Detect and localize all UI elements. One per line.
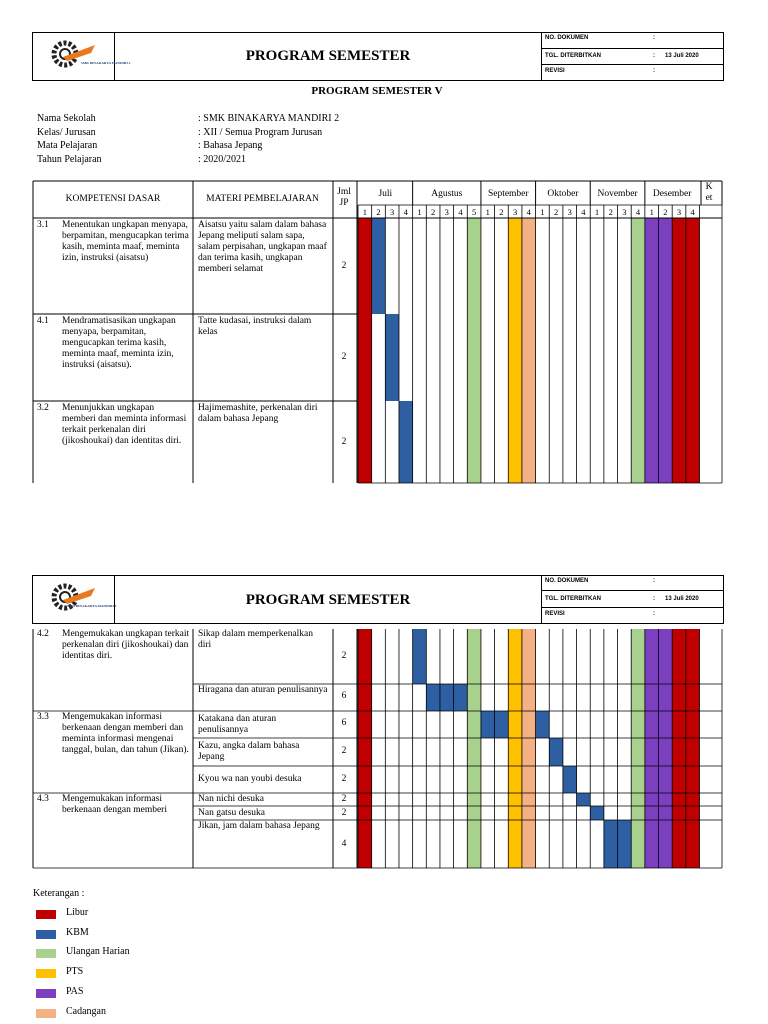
week-number: 1 — [649, 207, 654, 217]
info-row — [37, 153, 437, 167]
schedule-cell — [686, 629, 700, 868]
kbm-cell — [413, 629, 427, 684]
meta-colon: : — [653, 611, 655, 617]
jp-value: 2 — [341, 808, 347, 818]
materi-text: Tatte kudasai, instruksi dalam kelas — [198, 316, 312, 337]
materi-text: Kazu, angka dalam bahasa Jepang — [198, 741, 300, 762]
schedule-cell — [659, 218, 673, 483]
schedule-cell — [645, 218, 659, 483]
week-number: 1 — [540, 207, 545, 217]
materi-text: Sikap dalam memperkenalkan diri — [198, 629, 314, 650]
week-number: 4 — [581, 207, 586, 217]
document-header-page2 — [32, 575, 724, 624]
meta-row-no-dokumen — [542, 33, 723, 49]
schedule-cell — [672, 218, 686, 483]
kd-number: 3.2 — [37, 403, 49, 413]
info-row — [37, 112, 437, 126]
page-title: PROGRAM SEMESTER — [245, 592, 411, 608]
week-number: 3 — [512, 207, 518, 217]
kd-text: Menentukan ungkapan menyapa, berpamitan, mengucapkan terima kasih, meminta maaf, meminta izin, instruksi (aisatsu) — [62, 220, 189, 263]
month-label: Desember — [652, 189, 692, 199]
legend-label: PAS — [66, 985, 84, 997]
legend-label: PTS — [66, 966, 84, 978]
kbm-cell — [577, 793, 591, 806]
kd-text: Menunjukkan ungkapan memberi dan meminta informasi terkait perkenalan diri (jikoshoukai) dan identitas diri. — [62, 403, 187, 446]
jp-value: 2 — [341, 437, 347, 447]
legend-swatch — [36, 949, 56, 958]
week-number: 3 — [390, 207, 395, 217]
legend-swatch — [36, 1009, 56, 1018]
logo-text: SMK BINAKARYA MANDIRI 2 — [81, 61, 131, 65]
week-number: 2 — [376, 207, 381, 217]
kd-number: 4.1 — [37, 316, 49, 326]
meta-row-revisi — [542, 608, 723, 623]
page-title: PROGRAM SEMESTER — [245, 48, 411, 64]
legend-label: Ulangan Harian — [66, 946, 130, 958]
jp-value: 4 — [341, 839, 347, 849]
school-logo — [33, 33, 131, 80]
schedule-cell — [631, 218, 645, 483]
month-label: Juli — [378, 189, 393, 199]
jp-value: 2 — [341, 261, 347, 271]
jp-value: 2 — [341, 746, 347, 756]
info-label: Kelas/ Jurusan — [37, 126, 96, 138]
kd-text: Mengemukakan ungkapan terkait perkenalan diri (jikoshoukai) dan identitas diri. — [62, 629, 190, 661]
month-label: Agustus — [431, 189, 463, 199]
legend-swatch — [36, 989, 56, 998]
kbm-cell — [426, 684, 440, 711]
meta-label: REVISI — [545, 68, 565, 74]
kbm-cell — [604, 820, 618, 868]
kbm-cell — [536, 711, 550, 738]
schedule-cell — [467, 218, 481, 483]
info-row — [37, 126, 437, 140]
jp-value: 6 — [341, 718, 347, 728]
week-number: 5 — [471, 207, 477, 217]
meta-label: NO. DOKUMEN — [545, 35, 589, 41]
meta-colon: : — [653, 578, 655, 584]
legend-label: Libur — [66, 907, 89, 918]
kbm-cell — [549, 738, 563, 766]
legend-label: KBM — [66, 926, 89, 938]
meta-label: NO. DOKUMEN — [545, 578, 589, 584]
week-number: 2 — [499, 207, 504, 217]
kd-number: 3.1 — [37, 220, 49, 230]
meta-value: 13 Juli 2020 — [665, 596, 699, 602]
week-number: 2 — [431, 207, 436, 217]
meta-label: TGL. DITERBITKAN — [545, 53, 601, 59]
week-number: 1 — [417, 207, 422, 217]
logo-text: SMK BINAKARYA MANDIRI 2 — [67, 604, 117, 608]
kbm-cell — [399, 401, 413, 483]
schedule-cell — [467, 629, 481, 868]
document-meta-table — [541, 33, 723, 80]
meta-row-no-dokumen — [542, 576, 723, 591]
week-number: 2 — [608, 207, 613, 217]
schedule-cell — [631, 629, 645, 868]
schedule-cell — [358, 218, 372, 483]
materi-text: Nan nichi desuka — [198, 794, 264, 804]
gear-logo-icon — [33, 33, 131, 80]
kbm-cell — [495, 711, 509, 738]
week-number: 4 — [458, 207, 463, 217]
schedule-cell — [522, 218, 536, 483]
week-number: 2 — [553, 207, 559, 217]
kd-text: Mendramatisasikan ungkapan menyapa, berpamitan, mengucapkan terima kasih, meminta maaf, meminta izin, instruksi (aisatsu). — [62, 316, 176, 370]
legend-label: Cadangan — [66, 1005, 106, 1017]
kbm-cell — [440, 684, 454, 711]
month-label: November — [597, 189, 638, 199]
legend-swatch — [36, 930, 56, 939]
header-ket: K et — [705, 182, 713, 203]
meta-value: 13 Juli 2020 — [665, 53, 699, 59]
meta-colon: : — [653, 68, 655, 74]
kbm-cell — [372, 218, 386, 314]
kbm-cell — [385, 314, 399, 401]
week-number: 3 — [567, 207, 572, 217]
info-value: : Bahasa Jepang — [198, 140, 263, 152]
week-number: 3 — [676, 207, 682, 217]
meta-colon: : — [653, 53, 655, 59]
gear-logo-icon — [33, 576, 115, 623]
month-label: September — [487, 189, 529, 199]
week-number: 3 — [622, 207, 627, 217]
semester-subtitle: PROGRAM SEMESTER V — [311, 85, 443, 97]
jp-value: 2 — [341, 774, 347, 784]
meta-colon: : — [653, 35, 655, 41]
meta-label: TGL. DITERBITKAN — [545, 596, 601, 602]
meta-row-tgl-diterbitkan — [542, 49, 723, 65]
week-number: 4 — [635, 207, 641, 217]
info-value: : SMK BINAKARYA MANDIRI 2 — [198, 113, 340, 124]
schedule-cell — [358, 629, 372, 868]
info-label: Nama Sekolah — [37, 113, 96, 124]
schedule-cell — [686, 218, 700, 483]
kbm-cell — [618, 820, 632, 868]
schedule-cell — [522, 629, 536, 868]
materi-text: Kyou wa nan youbi desuka — [198, 774, 302, 784]
week-number: 4 — [403, 207, 408, 217]
materi-text: Katakana dan aturan penulisannya — [198, 714, 277, 735]
materi-text: Hiragana dan aturan penulisannya — [198, 685, 328, 695]
kbm-cell — [590, 806, 604, 820]
header-kompetensi-dasar: KOMPETENSI DASAR — [65, 194, 161, 204]
kd-number: 4.3 — [37, 794, 49, 804]
week-number: 1 — [485, 207, 490, 217]
document-meta-table — [541, 576, 723, 623]
header-materi: MATERI PEMBELAJARAN — [206, 194, 319, 204]
schedule-cell — [645, 629, 659, 868]
schedule-cell — [659, 629, 673, 868]
jp-value: 2 — [341, 794, 347, 804]
kd-number: 4.2 — [37, 629, 49, 639]
schedule-cell — [672, 629, 686, 868]
kbm-cell — [454, 684, 468, 711]
materi-text: Aisatsu yaitu salam dalam bahasa Jepang meliputi salam sapa, salam perpisahan, ungkapan maaf dan terima kasih, ungkapan memberi selamat — [198, 220, 327, 274]
week-number: 4 — [690, 207, 695, 217]
meta-row-tgl-diterbitkan — [542, 591, 723, 608]
week-number: 1 — [362, 207, 367, 217]
school-logo — [33, 576, 115, 623]
schedule-cell — [508, 218, 522, 483]
week-number: 3 — [444, 207, 449, 217]
kd-text: Mengemukakan informasi berkenaan dengan memberi dan meminta informasi mengenai tanggal, bulan, dan tahun (Jikan). — [62, 712, 189, 755]
meta-colon: : — [653, 596, 655, 602]
meta-row-revisi — [542, 65, 723, 80]
meta-label: REVISI — [545, 611, 565, 617]
schedule-cell — [508, 629, 522, 868]
info-row — [37, 139, 437, 153]
legend-title: Keterangan : — [33, 888, 85, 899]
week-number: 4 — [526, 207, 531, 217]
materi-text: Nan gatsu desuka — [198, 808, 266, 818]
legend-swatch — [36, 969, 56, 978]
week-number: 2 — [663, 207, 668, 217]
jp-value: 2 — [341, 352, 347, 362]
kbm-cell — [563, 766, 577, 793]
info-value: : 2020/2021 — [198, 153, 247, 165]
info-label: Tahun Pelajaran — [37, 153, 102, 165]
header-jml-jp: Jml JP — [337, 187, 351, 208]
materi-text: Jikan, jam dalam bahasa Jepang — [198, 821, 320, 831]
month-label: Oktober — [547, 189, 579, 199]
materi-text: Hajimemashite, perkenalan diri dalam bahasa Jepang — [198, 403, 318, 424]
kd-text: Mengemukakan informasi berkenaan dengan memberi — [62, 794, 167, 815]
school-info — [37, 112, 437, 166]
info-label: Mata Pelajaran — [37, 140, 98, 152]
document-header — [32, 32, 724, 81]
jp-value: 6 — [341, 691, 347, 701]
kbm-cell — [481, 711, 495, 738]
kd-number: 3.3 — [37, 712, 49, 722]
jp-value: 2 — [341, 651, 347, 661]
legend-swatch — [36, 910, 56, 919]
week-number: 1 — [594, 207, 600, 217]
info-value: : XII / Semua Program Jurusan — [198, 126, 323, 138]
